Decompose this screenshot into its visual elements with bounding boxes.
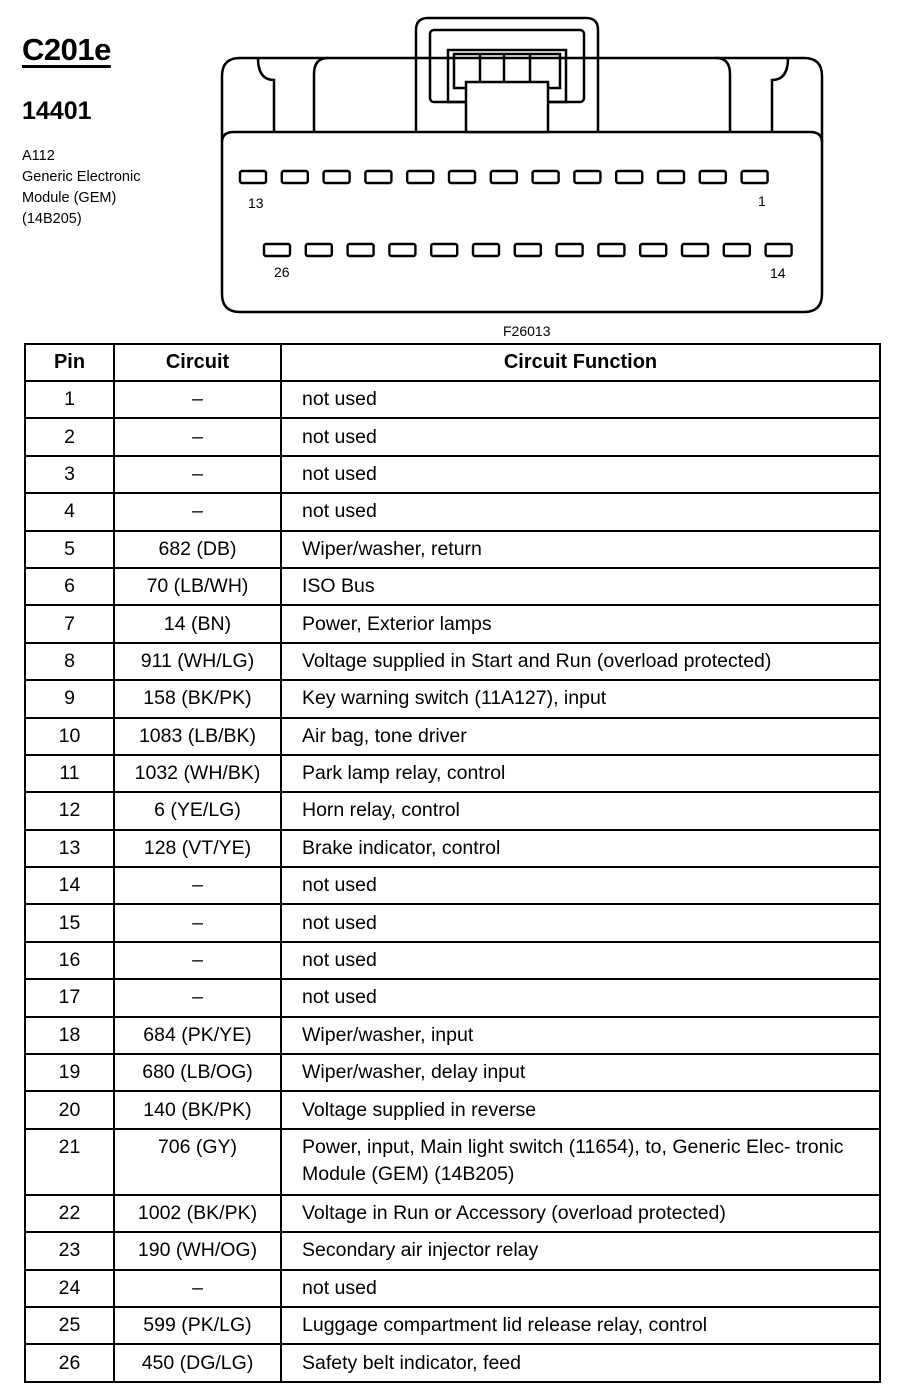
pin-cell: 6: [25, 568, 114, 605]
pin-cavity: [389, 244, 415, 256]
figure-code: F26013: [503, 323, 551, 339]
table-row: [25, 418, 880, 455]
table-row: [25, 531, 880, 568]
pin-cell: 7: [25, 605, 114, 642]
function-cell: not used: [281, 867, 880, 904]
table-row: [25, 456, 880, 493]
function-cell: Voltage supplied in reverse: [281, 1091, 880, 1128]
function-cell: Power, input, Main light switch (11654), to, Generic Elec- tronic Module (GEM) (14B205): [281, 1129, 880, 1195]
function-cell: ISO Bus: [281, 568, 880, 605]
pin-label-1: 1: [758, 193, 766, 209]
col-header-function: Circuit Function: [281, 344, 880, 381]
pin-cell: 20: [25, 1091, 114, 1128]
module-desc-line-4: (14B205): [22, 211, 82, 227]
pin-cell: 23: [25, 1232, 114, 1269]
pin-cell: 19: [25, 1054, 114, 1091]
pin-cavity: [282, 171, 308, 183]
table-row: [25, 718, 880, 755]
table-row: [25, 1344, 880, 1381]
pin-cavity: [348, 244, 374, 256]
table-row: [25, 792, 880, 829]
pin-cell: 10: [25, 718, 114, 755]
circuit-cell: 450 (DG/LG): [114, 1344, 281, 1381]
function-cell: Voltage supplied in Start and Run (overload protected): [281, 643, 880, 680]
circuit-cell: 190 (WH/OG): [114, 1232, 281, 1269]
circuit-cell: 128 (VT/YE): [114, 830, 281, 867]
function-cell: not used: [281, 979, 880, 1016]
function-cell: not used: [281, 418, 880, 455]
table-row: [25, 942, 880, 979]
pin-cell: 25: [25, 1307, 114, 1344]
pin-cavity: [240, 171, 266, 183]
pin-cavity: [598, 244, 624, 256]
circuit-cell: –: [114, 493, 281, 530]
pin-cavity: [324, 171, 350, 183]
circuit-cell: 680 (LB/OG): [114, 1054, 281, 1091]
pin-cavity: [407, 171, 433, 183]
pin-cavity: [533, 171, 559, 183]
function-cell: Park lamp relay, control: [281, 755, 880, 792]
pin-cell: 4: [25, 493, 114, 530]
circuit-cell: 684 (PK/YE): [114, 1017, 281, 1054]
module-desc-line-1: A112: [22, 148, 55, 164]
table-row: [25, 1307, 880, 1344]
circuit-cell: 706 (GY): [114, 1129, 281, 1195]
pin-cell: 8: [25, 643, 114, 680]
table-row: [25, 904, 880, 941]
table-row: [25, 1091, 880, 1128]
table-row: [25, 979, 880, 1016]
function-cell: not used: [281, 381, 880, 418]
function-cell: Key warning switch (11A127), input: [281, 680, 880, 717]
function-cell: Power, Exterior lamps: [281, 605, 880, 642]
pin-cell: 1: [25, 381, 114, 418]
pin-cavity: [306, 244, 332, 256]
circuit-cell: 158 (BK/PK): [114, 680, 281, 717]
function-cell: Wiper/washer, delay input: [281, 1054, 880, 1091]
function-cell: Secondary air injector relay: [281, 1232, 880, 1269]
pin-cavity: [640, 244, 666, 256]
connector-face: [222, 132, 822, 142]
table-row: [25, 680, 880, 717]
table-row: [25, 1232, 880, 1269]
function-cell: Air bag, tone driver: [281, 718, 880, 755]
function-cell: not used: [281, 456, 880, 493]
circuit-cell: 1083 (LB/BK): [114, 718, 281, 755]
circuit-cell: –: [114, 456, 281, 493]
table-row: [25, 605, 880, 642]
pin-cavity: [491, 171, 517, 183]
function-cell: not used: [281, 1270, 880, 1307]
table-row: [25, 493, 880, 530]
pin-label-14: 14: [770, 265, 786, 281]
pin-cavity: [682, 244, 708, 256]
table-row: [25, 568, 880, 605]
pin-label-26: 26: [274, 264, 290, 280]
function-cell: Horn relay, control: [281, 792, 880, 829]
pin-cavity: [449, 171, 475, 183]
pin-cell: 5: [25, 531, 114, 568]
pin-cavity: [515, 244, 541, 256]
table-row: [25, 1270, 880, 1307]
function-cell: Wiper/washer, return: [281, 531, 880, 568]
bottom-row-pins: [264, 244, 792, 256]
pin-cell: 12: [25, 792, 114, 829]
pin-cavity: [616, 171, 642, 183]
circuit-cell: 682 (DB): [114, 531, 281, 568]
table-row: [25, 381, 880, 418]
circuit-cell: –: [114, 381, 281, 418]
pin-cavity: [365, 171, 391, 183]
circuit-cell: 1002 (BK/PK): [114, 1195, 281, 1232]
pin-cell: 22: [25, 1195, 114, 1232]
table-row: [25, 755, 880, 792]
table-row: [25, 1195, 880, 1232]
table-row: [25, 1129, 880, 1195]
function-cell: Luggage compartment lid release relay, control: [281, 1307, 880, 1344]
table-row: [25, 830, 880, 867]
circuit-cell: –: [114, 904, 281, 941]
circuit-cell: 599 (PK/LG): [114, 1307, 281, 1344]
pin-cell: 17: [25, 979, 114, 1016]
pin-cell: 2: [25, 418, 114, 455]
circuit-cell: –: [114, 1270, 281, 1307]
function-cell: not used: [281, 904, 880, 941]
function-cell: Voltage in Run or Accessory (overload protected): [281, 1195, 880, 1232]
pin-cavity: [658, 171, 684, 183]
pin-cell: 26: [25, 1344, 114, 1381]
circuit-cell: 1032 (WH/BK): [114, 755, 281, 792]
pin-cavity: [264, 244, 290, 256]
circuit-cell: 140 (BK/PK): [114, 1091, 281, 1128]
table-row: [25, 643, 880, 680]
function-cell: Safety belt indicator, feed: [281, 1344, 880, 1381]
module-desc-line-2: Generic Electronic: [22, 169, 141, 185]
function-cell: not used: [281, 493, 880, 530]
pin-cavity: [431, 244, 457, 256]
pin-cavity: [473, 244, 499, 256]
pin-cavity: [724, 244, 750, 256]
circuit-cell: 6 (YE/LG): [114, 792, 281, 829]
pin-cell: 13: [25, 830, 114, 867]
part-number: 14401: [22, 97, 92, 125]
pin-cell: 15: [25, 904, 114, 941]
pin-cell: 16: [25, 942, 114, 979]
pin-cavity: [766, 244, 792, 256]
top-row-pins: [240, 171, 768, 183]
circuit-cell: –: [114, 942, 281, 979]
pin-cell: 18: [25, 1017, 114, 1054]
pin-cavity: [700, 171, 726, 183]
table-header-row: [25, 344, 880, 381]
pin-cavity: [574, 171, 600, 183]
circuit-cell: 14 (BN): [114, 605, 281, 642]
connector-id: C201e: [22, 32, 111, 67]
table-row: [25, 1054, 880, 1091]
circuit-cell: –: [114, 418, 281, 455]
module-desc-line-3: Module (GEM): [22, 190, 117, 206]
circuit-cell: –: [114, 979, 281, 1016]
pinout-rows: [25, 381, 880, 1382]
pin-cavity: [742, 171, 768, 183]
col-header-pin: Pin: [25, 344, 114, 381]
table-row: [25, 1017, 880, 1054]
pinout-table: [24, 343, 881, 1383]
circuit-cell: 70 (LB/WH): [114, 568, 281, 605]
pin-cell: 14: [25, 867, 114, 904]
pin-cell: 11: [25, 755, 114, 792]
pin-cell: 3: [25, 456, 114, 493]
circuit-cell: –: [114, 867, 281, 904]
pin-cell: 9: [25, 680, 114, 717]
pin-cell: 24: [25, 1270, 114, 1307]
function-cell: Wiper/washer, input: [281, 1017, 880, 1054]
function-cell: Brake indicator, control: [281, 830, 880, 867]
function-cell: not used: [281, 942, 880, 979]
connector-face-diagram: [218, 14, 828, 319]
table-row: [25, 867, 880, 904]
circuit-cell: 911 (WH/LG): [114, 643, 281, 680]
pin-cavity: [557, 244, 583, 256]
pin-label-13: 13: [248, 195, 264, 211]
pin-cell: 21: [25, 1129, 114, 1195]
col-header-circuit: Circuit: [114, 344, 281, 381]
